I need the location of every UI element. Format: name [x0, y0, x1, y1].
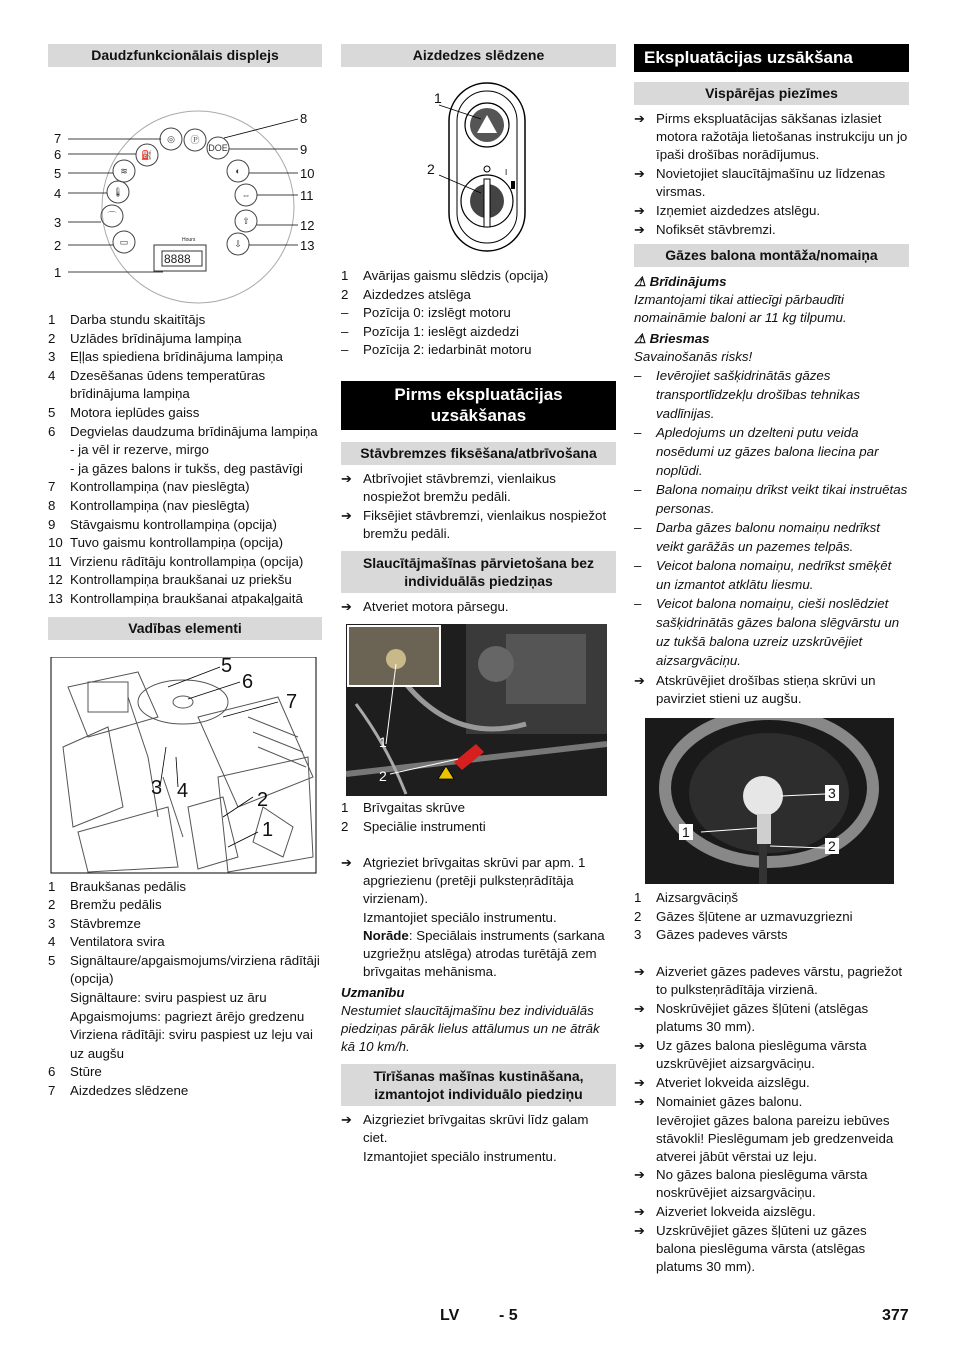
display-figure [48, 67, 322, 305]
list-item: 8 Kontrollampiņa (nav pieslēgta) [48, 497, 250, 513]
gas-sub: Ievērojiet gāzes balona pareizu iebūves stāvokli! Pieslēgumam jeb gredzenveida atverei jābūt vērstai uz leju. [656, 1112, 894, 1164]
engine-label-2: 2 [379, 767, 387, 784]
list-item: 1 Brīvgaitas skrūve [341, 799, 465, 815]
svg-text:🌡: 🌡 [112, 187, 124, 197]
svg-text:DOE: DOE [208, 143, 228, 153]
svg-text:◎: ◎ [167, 134, 175, 144]
controls-legend-b [48, 1063, 322, 1100]
cylinder-legend [634, 889, 909, 945]
display-legend [48, 311, 322, 441]
list-item: – Veicot balona nomaiņu, cieši noslēdziet sašķidrinātās gāzes balona slēgvārstu un uz tukšā balona uzreiz uzskrūvējiet aizsargvāciņu. [634, 596, 900, 668]
fig-label-1: 1 [54, 265, 62, 280]
danger-items [634, 366, 909, 670]
moving-steps [341, 598, 616, 616]
list-item: ➔ Atgrieziet brīvgaitas skrūvi par apm. 1 apgriezienu (pretēji pulksteņrādītāja virzienam). [341, 855, 586, 907]
list-item: ➔ Atveriet motora pārsegu. [341, 598, 509, 614]
list-item: ➔ Noskrūvējiet gāzes šļūteni (atslēgas platums 30 mm). [634, 1000, 869, 1034]
svg-text:⇧: ⇧ [242, 216, 250, 226]
footer-section: - 5 [499, 1307, 518, 1324]
column-1 [48, 44, 322, 1101]
parking-brake-steps [341, 470, 616, 543]
list-item: ➔ Pirms ekspluatācijas sākšanas izlasiet motora ražotāja lietošanas instrukciju un jo īpaši drošības norādījumus. [634, 111, 908, 162]
warning-block: ⚠ Brīdinājums [634, 274, 727, 289]
engine-legend [341, 799, 616, 836]
before-operation-heading: Pirms ekspluatācijas uzsākšanas [341, 381, 616, 430]
list-item: 3 Eļļas spiediena brīdinājuma lampiņa [48, 349, 283, 365]
list-item: ➔ Nomainiet gāzes balonu. [634, 1093, 803, 1109]
arrow-icon: ➔ [634, 166, 645, 181]
fig-label-5: 5 [54, 166, 62, 181]
ctrl-label-4: 4 [177, 779, 189, 802]
ignition-figure [341, 81, 616, 257]
list-item: ➔ Fiksējiet stāvbremzi, vienlaikus nospiežot bremžu pedāli. [341, 507, 607, 541]
list-item: 9 Stāvgaismu kontrollampiņa (opcija) [48, 516, 277, 532]
list-item: 2 Bremžu pedālis [48, 897, 162, 913]
ctrl-label-3: 3 [151, 776, 163, 799]
list-item: 4 Ventilatora svira [48, 934, 165, 950]
arrow-icon: ➔ [634, 1037, 645, 1053]
arrow-icon: ➔ [634, 963, 645, 979]
list-item: 1 Darba stundu skaitītājs [48, 312, 206, 327]
hours-label: Hours [182, 237, 196, 243]
item5-sub-2: Apgaismojums: pagriezt ārējo gredzenu [70, 1008, 305, 1024]
list-item: – Ievērojiet sašķidrinātās gāzes transportlīdzekļu drošības tehnikas vadlīnijas. [634, 368, 860, 421]
list-item: 11 Virzienu rādītāju kontrollampiņa (opcija) [48, 553, 304, 569]
cyl-label-3: 3 [825, 785, 839, 801]
arrow-icon: ➔ [634, 203, 645, 218]
fig-label-9: 9 [300, 142, 308, 157]
list-item: 6 Stūre [48, 1064, 102, 1080]
engine-photo [346, 624, 607, 796]
controls-heading: Vadības elementi [48, 617, 322, 640]
list-item: – Veicot balona nomaiņu, nedrīkst smēķēt un izmantot atklātu liesmu. [634, 558, 892, 592]
list-item: – Pozīcija 2: iedarbināt motoru [341, 342, 532, 358]
general-notes-heading: Vispārējas piezīmes [634, 82, 909, 105]
list-item: 2 Uzlādes brīdinājuma lampiņa [48, 330, 242, 346]
arrow-icon: ➔ [634, 1074, 645, 1090]
controls-figure [48, 654, 322, 874]
list-item: ➔ Izņemiet aizdedzes atslēgu. [634, 203, 821, 218]
list-item: ➔ Atskrūvējiet drošības stieņa skrūvi un pavirziet stieni uz augšu. [634, 673, 876, 706]
svg-text:Ⓟ: Ⓟ [190, 135, 200, 145]
list-item: 7 Kontrollampiņa (nav pieslēgta) [48, 479, 250, 495]
ctrl-label-7: 7 [286, 690, 298, 713]
list-item: – Darba gāzes balonu nomaiņu nedrīkst veikt garāžās un pazemes telpās. [634, 520, 880, 554]
cleaning-heading: Tīrīšanas mašīnas kustināšana, izmantojot individuālo piedziņu [341, 1064, 616, 1106]
list-item: – Pozīcija 1: ieslēgt aizdedzi [341, 323, 519, 339]
warning-icon: ⚠ [634, 331, 646, 346]
arrow-icon: ➔ [634, 222, 645, 237]
arrow-icon: ➔ [634, 1203, 645, 1219]
arrow-icon: ➔ [634, 1166, 645, 1182]
arrow-icon: ➔ [341, 507, 352, 523]
svg-text:▭: ▭ [119, 237, 129, 247]
arrow-icon: ➔ [341, 598, 352, 614]
list-item: 6 Degvielas daudzuma brīdinājuma lampiņa [48, 423, 318, 439]
list-item: 13 Kontrollampiņa braukšanai atpakaļgaitā [48, 590, 303, 606]
fig-label-13: 13 [300, 238, 315, 253]
arrow-icon: ➔ [634, 1000, 645, 1016]
parking-brake-heading: Stāvbremzes fiksēšana/atbrīvošana [341, 442, 616, 465]
ignition-heading: Aizdedzes slēdzene [341, 44, 616, 67]
moving-steps-b [341, 854, 616, 908]
display-diagram [48, 67, 322, 305]
general-steps [634, 110, 909, 239]
arrow-icon: ➔ [634, 1222, 645, 1238]
list-item: – Balona nomaiņu drīkst veikt tikai instruētas personas. [634, 482, 908, 516]
list-item: 1 Aizsargvāciņš [634, 890, 739, 905]
display-heading: Daudzfunkcionālais displejs [48, 44, 322, 67]
moving-sub: Izmantojiet speciālo instrumentu. [363, 910, 557, 926]
list-item: 3 Stāvbremze [48, 915, 141, 931]
list-item: 12 Kontrollampiņa braukšanai uz priekšu [48, 572, 292, 588]
list-item: ➔ Aizveriet gāzes padeves vārstu, pagriežot to pulksteņrādītāja virzienā. [634, 963, 903, 997]
list-item: 2 Aizdedzes atslēga [341, 286, 471, 302]
arrow-icon: ➔ [634, 111, 645, 126]
column-3 [634, 44, 909, 1277]
list-item: – Pozīcija 0: izslēgt motoru [341, 305, 511, 321]
svg-text:I: I [505, 168, 508, 177]
display-legend-b [48, 478, 322, 608]
gas-steps-b [634, 963, 909, 1111]
caution-label: Uzmanību [341, 985, 405, 1001]
warning-text: Izmantojami tikai attiecīgi pārbaudīti nomaināmie baloni ar 11 kg tilpumu. [634, 292, 847, 325]
item6-sub-2: - ja gāzes balons ir tukšs, deg pastāvīgi [70, 460, 303, 476]
note: Norāde: Speciālais instruments (sarkana uzgriežņu atslēga) atrodas turētājā zem brīvgaitas mehānisma. [363, 928, 605, 980]
fig-label-7: 7 [54, 131, 62, 146]
page-number: 377 [882, 1307, 909, 1324]
moving-heading: Slaucītājmašīnas pārvietošana bez individuālās piedziņas [341, 551, 616, 593]
list-item: ➔ No gāzes balona pieslēguma vārsta noskrūvējiet aizsargvāciņu. [634, 1166, 868, 1200]
fig-label-8: 8 [300, 111, 308, 126]
cyl-label-1: 1 [679, 824, 693, 840]
cleaning-sub: Izmantojiet speciālo instrumentu. [363, 1149, 557, 1165]
ign-label-1: 1 [434, 90, 442, 106]
start-operation-heading: Ekspluatācijas uzsākšana [634, 44, 909, 72]
list-item: ➔ Aizgrieziet brīvgaitas skrūvi līdz galam ciet. [341, 1112, 589, 1146]
fig-label-12: 12 [300, 218, 315, 233]
warning-icon: ⚠ [634, 274, 646, 289]
svg-text:≋: ≋ [120, 166, 128, 176]
gas-cylinder-heading: Gāzes balona montāža/nomaiņa [634, 244, 909, 267]
ign-label-2: 2 [427, 161, 435, 177]
list-item: ➔ Novietojiet slaucītājmašīnu uz līdzenas virsmas. [634, 166, 886, 199]
fig-label-10: 10 [300, 166, 315, 181]
list-item: ➔ Uz gāzes balona pieslēguma vārsta uzskrūvējiet aizsargvāciņu. [634, 1037, 867, 1071]
list-item: 10 Tuvo gaismu kontrollampiņa (opcija) [48, 535, 284, 551]
ctrl-label-2: 2 [257, 788, 269, 811]
svg-text:◐: ◐ [235, 166, 241, 176]
arrow-icon: ➔ [341, 470, 352, 486]
fig-label-6: 6 [54, 147, 62, 162]
danger-text: Savainošanās risks! [634, 349, 753, 364]
svg-text:⇩: ⇩ [234, 239, 242, 249]
controls-legend [48, 878, 322, 990]
ctrl-label-1: 1 [262, 818, 274, 841]
list-item: – Apledojums un dzelteni putu veida nosēdumi uz gāzes balona liecina par noplūdi. [634, 425, 879, 478]
ignition-legend [341, 267, 616, 360]
fig-label-2: 2 [54, 238, 62, 253]
danger-block: ⚠ Briesmas [634, 331, 710, 346]
arrow-icon: ➔ [341, 855, 352, 871]
column-2 [341, 44, 616, 1166]
arrow-icon: ➔ [341, 1112, 352, 1128]
list-item: ➔ Nofiksēt stāvbremzi. [634, 222, 776, 237]
cyl-label-2: 2 [825, 838, 839, 854]
footer-language: LV [440, 1307, 460, 1324]
cleaning-steps [341, 1111, 616, 1147]
list-item: ➔ Atbrīvojiet stāvbremzi, vienlaikus nospiežot bremžu pedāli. [341, 470, 556, 504]
list-item: 2 Speciālie instrumenti [341, 818, 486, 834]
list-item: 4 Dzesēšanas ūdens temperatūras brīdinājuma lampiņa [48, 367, 266, 402]
gas-steps-a [634, 672, 909, 708]
fig-label-11: 11 [300, 188, 314, 203]
item5-sub-3: Virziena rādītāji: sviru paspiest uz leju vai uz augšu [70, 1027, 313, 1061]
list-item: ➔ Uzskrūvējiet gāzes šļūteni uz gāzes balona pieslēguma vārsta (atslēgas platums 30 mm). [634, 1222, 867, 1274]
list-item: 5 Signāltaure/apgaismojums/virziena rādītāji (opcija) [48, 952, 320, 987]
ignition-drawing [341, 81, 616, 257]
svg-text:⛽: ⛽ [141, 150, 153, 160]
svg-text:8888: 8888 [164, 252, 191, 266]
arrow-icon: ➔ [634, 1093, 645, 1109]
list-item: ➔ Aizveriet lokveida aizslēgu. [634, 1203, 816, 1219]
arrow-icon: ➔ [634, 673, 645, 688]
svg-text:⌒: ⌒ [107, 211, 117, 221]
ctrl-label-5: 5 [221, 654, 233, 677]
list-item: 2 Gāzes šļūtene ar uzmavuzgriezni [634, 908, 853, 924]
list-item: ➔ Atveriet lokveida aizslēgu. [634, 1074, 810, 1090]
ctrl-label-6: 6 [242, 670, 254, 693]
cylinder-photo [645, 718, 894, 884]
list-item: 1 Braukšanas pedālis [48, 878, 187, 894]
svg-text:⇔: ⇔ [241, 190, 251, 200]
list-item: 7 Aizdedzes slēdzene [48, 1083, 189, 1099]
caution-text: Nestumiet slaucītājmašīnu bez individuālās piedziņas pārāk lielus attālumus un ne ātrāk kā 10 km/h. [341, 1003, 600, 1055]
controls-drawing [48, 654, 322, 874]
item5-sub-1: Signāltaure: sviru paspiest uz āru [70, 990, 267, 1006]
list-item: 1 Avārijas gaismu slēdzis (opcija) [341, 268, 549, 283]
list-item: 5 Motora ieplūdes gaiss [48, 404, 200, 420]
engine-label-1: 1 [379, 733, 387, 750]
fig-label-3: 3 [54, 215, 62, 230]
cylinder-photo-drawing [645, 718, 894, 884]
item6-sub-1: - ja vēl ir rezerve, mirgo [70, 442, 209, 458]
fig-label-4: 4 [54, 186, 62, 201]
gas-steps-c [634, 1166, 909, 1276]
list-item: 3 Gāzes padeves vārsts [634, 927, 788, 943]
